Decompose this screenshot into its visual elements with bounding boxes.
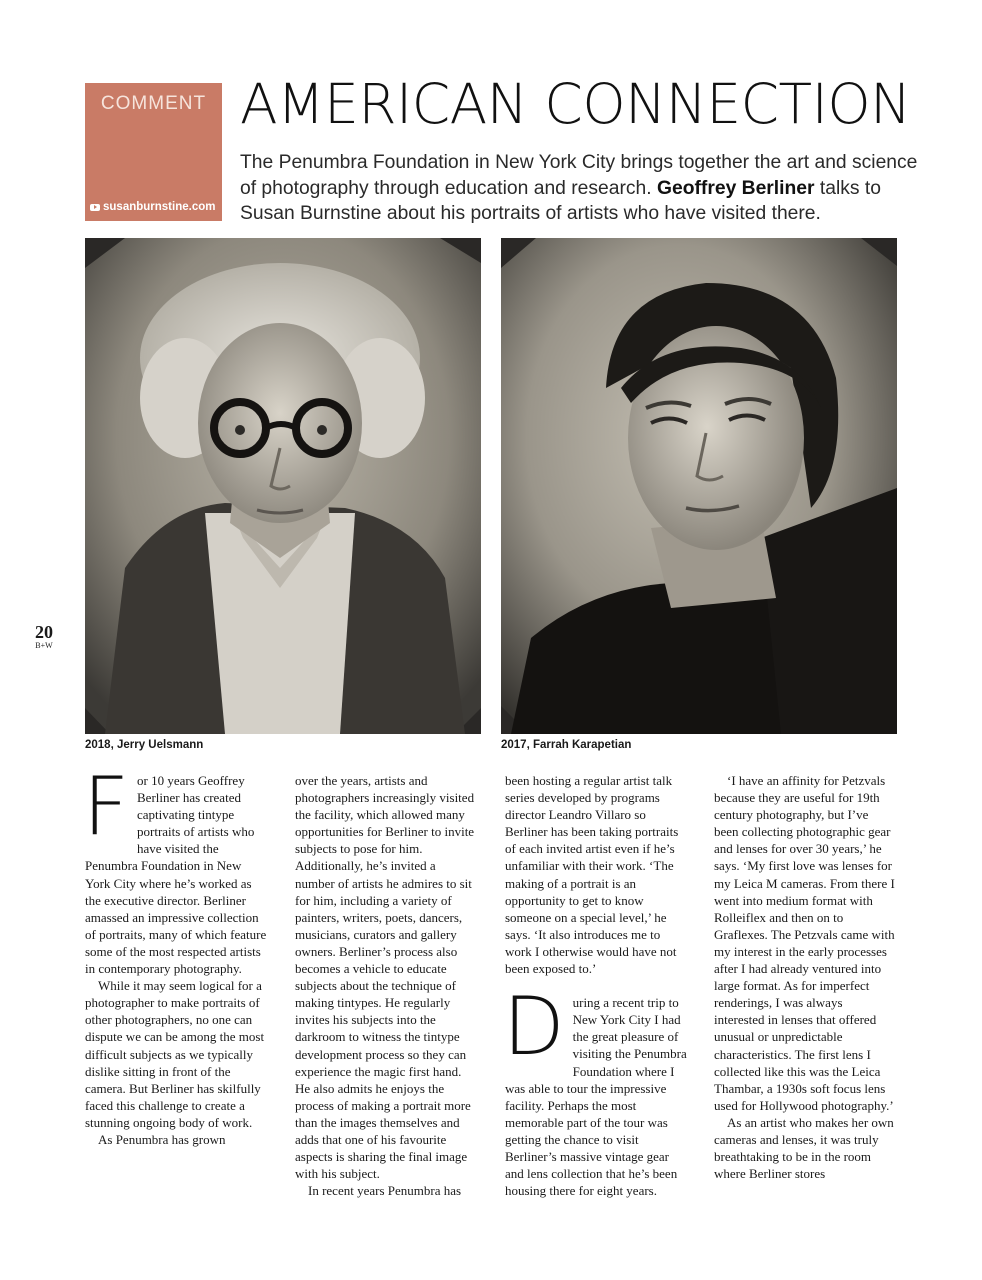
paragraph-text: or 10 years Geoffrey Berliner has created captivating tintype portraits of artists who have visited the Penumbra Foundation in New York City where he’s worked as the executive director. Berliner amassed an impressive collection of portraits, many of which feature some of the most respected artists in contemporary photography. [85, 773, 267, 977]
page-number: 20 [35, 622, 53, 642]
article-paragraph: While it may seem logical for a photographer to make portraits of other photographers, no one can dispute we can be among the most difficult subjects as we typically dislike sitting in front of the camera. But Berliner has skilfully faced this challenge to create a stunning ongoing body of work. [85, 978, 265, 1130]
article-paragraph: As Penumbra has grown [98, 1131, 226, 1147]
article-column-3 [505, 772, 687, 1199]
paragraph-text: uring a recent trip to New York City I had the great pleasure of visiting the Penumbra Foundation where I was able to tour the impressive facility. Perhaps the most memorable part of the tour was getting the chance to visit Berliner’s massive vintage gear and lens collection that he’s been housing there for eight years. [505, 995, 687, 1199]
article-paragraph [503, 980, 687, 1199]
article-title: AMERICAN CONNECTION [240, 72, 911, 136]
article-paragraph: As an artist who makes her own cameras and lenses, it was truly breathtaking to be in the room where Berliner stores [714, 1114, 894, 1182]
article-paragraph: over the years, artists and photographers increasingly visited the facility, which allowed many opportunities for Berliner to invite subjects to pose for him. Additionally, he’s invited a number of artists he admires to sit for him, including a variety of painters, writers, poets, dancers, musicians, curators and gallery owners. Berliner’s process also becomes a vehicle to educate subjects about the technique of making tintypes. He regularly invites his subjects into the darkroom to witness the tintype development process so they can experience the magic first hand. He also admits he enjoys the process of making a portrait more than the images themselves and adds that one of his favourite aspects is sharing the final image with his subject. [295, 773, 475, 1182]
article-column-1 [83, 760, 267, 1148]
standfirst-name: Geoffrey Berliner [657, 177, 815, 199]
portrait-photo-karapetian [501, 238, 897, 734]
article-column-4 [714, 772, 896, 1182]
standfirst [240, 150, 920, 227]
article-column-2 [295, 772, 477, 1199]
website-link[interactable]: susanburnstine.com [103, 201, 216, 213]
standfirst-intro: The Penumbra Foundation in New York City brings together the art and science of photography through education and research. [240, 152, 918, 199]
video-play-icon [90, 204, 100, 211]
photo-caption: 2018, Jerry Uelsmann [85, 739, 204, 751]
magazine-mark: B+W [35, 641, 53, 650]
page-folio [30, 622, 58, 650]
article-paragraph: been hosting a regular artist talk series developed by programs director Leandro Villaro so Berliner has been taking portraits of each invited artist even if he’s unfamiliar with their work. ‘The making of a portrait is an opportunity to get to know someone on a special level,’ he says. ‘It also introduces me to work I otherwise would have not been exposed to.’ [505, 773, 679, 977]
section-label: COMMENT [100, 93, 207, 114]
article-paragraph: In recent years Penumbra has [308, 1183, 462, 1199]
photo-caption: 2017, Farrah Karapetian [501, 739, 632, 751]
article-paragraph [83, 760, 267, 977]
article-paragraph: ‘I have an affinity for Petzvals because they are useful for 19th century photography, but I’ve been collecting photographic gear and lenses for over 30 years,’ he says. ‘My first love was lenses for my Leica M cameras. From there I went into medium format with Rolleiflex and then on to Graflexes. The Petzvals came with my interest in the early processes after I had already ventured into large format. As for imperfect renderings, I was always interested in lenses that offered unusual or unpredictable characteristics. The first lens I collected like this was the Leica Thambar, a 1930s soft focus lens used for Hollywood photography.’ [714, 773, 895, 1113]
portrait-photo-uelsmann [85, 238, 481, 734]
standfirst-end: talks to Susan Burnstine about his portraits of artists who have visited there. [240, 177, 881, 224]
drop-cap: D [503, 980, 565, 1074]
comment-section-box [85, 83, 222, 221]
drop-cap: F [83, 760, 130, 853]
website-credit[interactable] [90, 201, 215, 213]
